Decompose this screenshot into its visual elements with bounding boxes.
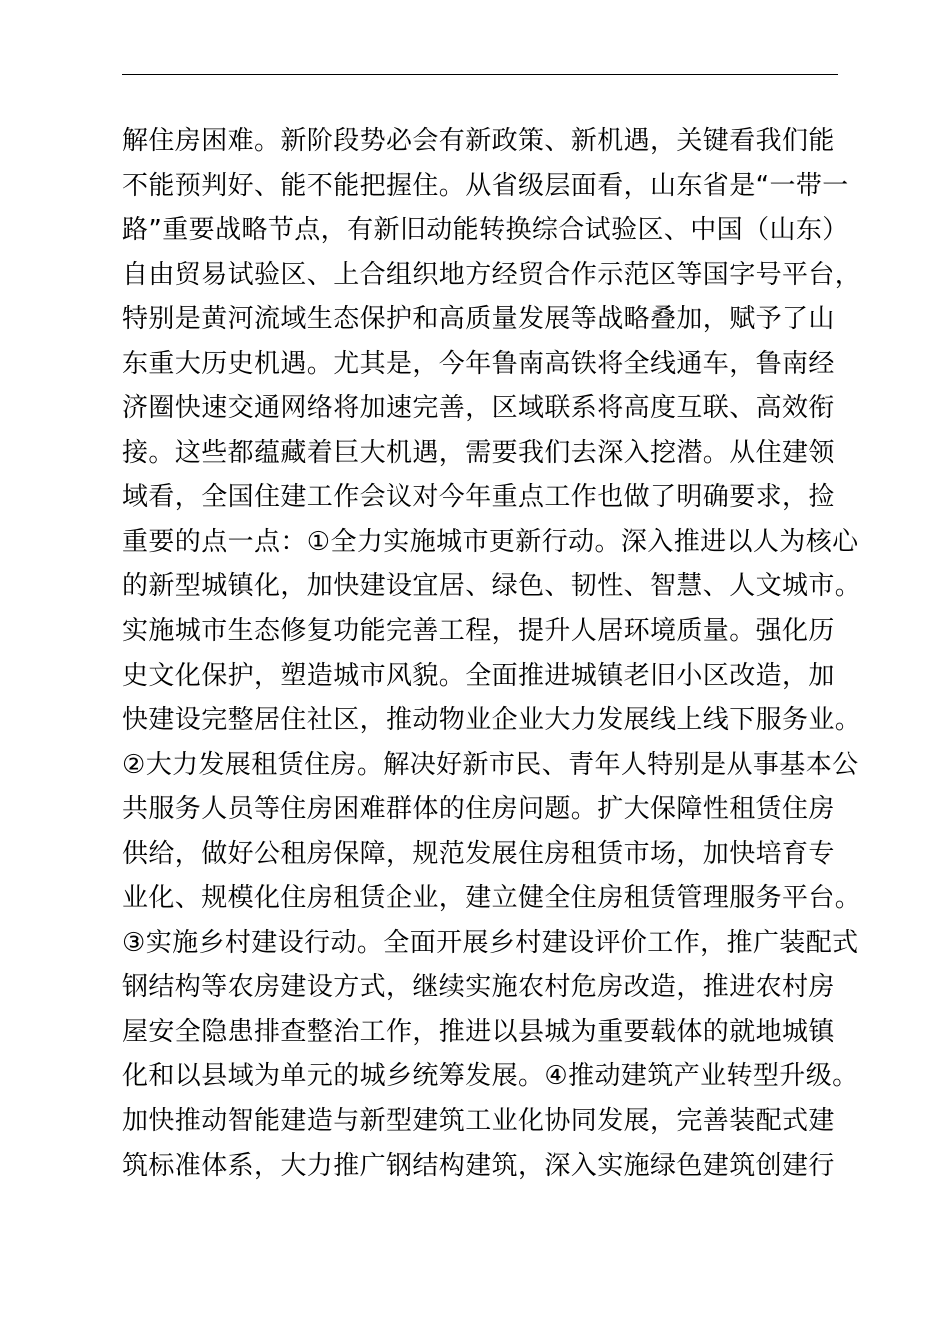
body-paragraph	[122, 119, 882, 1188]
text-line: 钢结构等农房建设方式，继续实施农村危房改造，推进农村房	[122, 972, 835, 1003]
text-line: 快建设完整居住社区，推动物业企业大力发展线上线下服务业。	[122, 705, 862, 736]
header-rule	[122, 74, 838, 75]
text-line: ②大力发展租赁住房。解决好新市民、青年人特别是从事基本公	[122, 749, 859, 780]
text-line: 筑标准体系，大力推广钢结构建筑，深入实施绿色建筑创建行	[122, 1150, 835, 1181]
text-line: 解住房困难。新阶段势必会有新政策、新机遇，关键看我们能	[122, 126, 835, 156]
text-line: 加快推动智能建造与新型建筑工业化协同发展，完善装配式建	[122, 1106, 835, 1137]
text-line: 化和以县域为单元的城乡统筹发展。④推动建筑产业转型升级。	[122, 1061, 859, 1092]
text-line: 实施城市生态修复功能完善工程，提升人居环境质量。强化历	[122, 616, 835, 647]
text-line: 东重大历史机遇。尤其是，今年鲁南高铁将全线通车，鲁南经	[122, 348, 835, 379]
text-line: 自由贸易试验区、上合组织地方经贸合作示范区等国字号平台，	[122, 259, 862, 290]
text-line: 的新型城镇化，加快建设宜居、绿色、韧性、智慧、人文城市。	[122, 571, 862, 602]
text-line: 史文化保护，塑造城市风貌。全面推进城镇老旧小区改造，加	[122, 660, 835, 691]
text-line: 域看，全国住建工作会议对今年重点工作也做了明确要求，捡	[122, 482, 835, 513]
text-line: 业化、规模化住房租赁企业，建立健全住房租赁管理服务平台。	[122, 883, 862, 914]
text-line: 特别是黄河流域生态保护和高质量发展等战略叠加，赋予了山	[122, 304, 835, 335]
text-line: 供给，做好公租房保障，规范发展住房租赁市场，加快培育专	[122, 838, 835, 869]
text-line: 共服务人员等住房困难群体的住房问题。扩大保障性租赁住房	[122, 794, 835, 825]
text-line: 济圈快速交通网络将加速完善，区域联系将高度互联、高效衔	[122, 393, 835, 424]
text-line: 屋安全隐患排查整治工作，推进以县城为重要载体的就地城镇	[122, 1016, 835, 1047]
text-line: 路”重要战略节点，有新旧动能转换综合试验区、中国（山东）	[122, 215, 849, 246]
text-line: 接。这些都蕴藏着巨大机遇，需要我们去深入挖潜。从住建领	[122, 437, 835, 468]
text-line: ③实施乡村建设行动。全面开展乡村建设评价工作，推广装配式	[122, 927, 859, 958]
text-line: 不能预判好、能不能把握住。从省级层面看，山东省是“一带一	[122, 170, 849, 201]
text-line: 重要的点一点：①全力实施城市更新行动。深入推进以人为核心	[122, 526, 859, 557]
